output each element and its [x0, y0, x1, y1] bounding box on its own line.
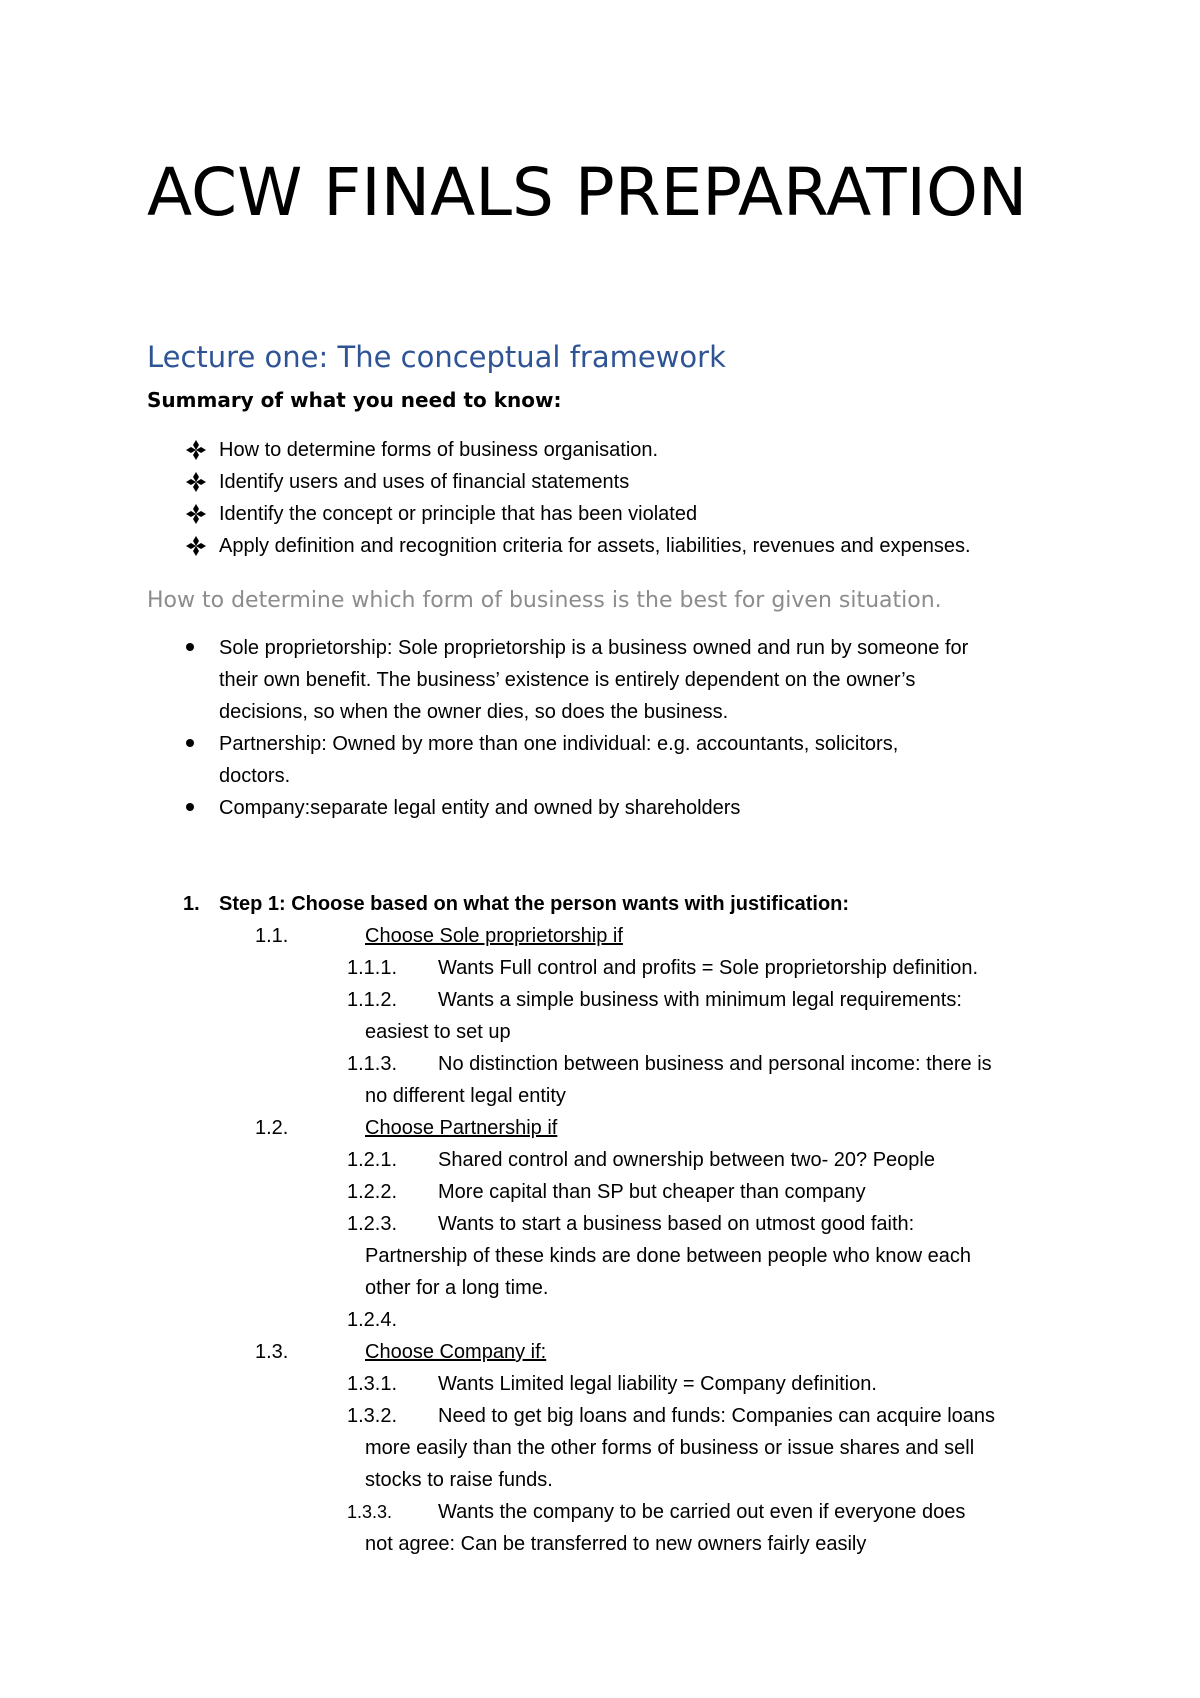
outline-item-line: Wants the company to be carried out even if everyone does	[438, 1501, 966, 1523]
bullet-dot-icon	[186, 739, 194, 747]
outline-number: 1.1.2.	[347, 989, 398, 1011]
diamond-bullet-icon	[185, 503, 207, 525]
outline-item-line: more easily than the other forms of business or issue shares and sell	[365, 1437, 975, 1459]
outline-item-line: Wants a simple business with minimum legal requirements:	[438, 989, 962, 1011]
outline-number: 1.3.	[255, 1341, 289, 1363]
outline-item-line: not agree: Can be transferred to new owners fairly easily	[365, 1533, 867, 1555]
summary-item: Identify users and uses of financial statements	[219, 471, 630, 493]
outline-number: 1.2.4.	[347, 1309, 398, 1331]
outline-number: 1.2.1.	[347, 1149, 398, 1171]
outline-item-line: Shared control and ownership between two- 20? People	[438, 1149, 935, 1171]
section-heading: Choose Partnership if	[365, 1117, 558, 1139]
summary-heading: Summary of what you need to know:	[147, 388, 562, 412]
forms-heading: How to determine which form of business is the best for given situation.	[147, 588, 942, 613]
outline-item-line: Need to get big loans and funds: Companies can acquire loans	[438, 1405, 996, 1427]
outline-number: 1.1.	[255, 925, 289, 947]
list-item-line: Partnership: Owned by more than one individual: e.g. accountants, solicitors,	[219, 733, 899, 755]
outline-number: 1.3.3.	[347, 1502, 393, 1522]
diamond-bullet-icon	[185, 439, 207, 461]
outline-item-line: Wants Full control and profits = Sole proprietorship definition.	[438, 957, 979, 979]
list-item-line: Company:separate legal entity and owned by shareholders	[219, 797, 741, 819]
section-heading: Choose Company if:	[365, 1341, 547, 1363]
document-title: ACW FINALS PREPARATION	[147, 154, 1028, 231]
summary-item: Apply definition and recognition criteria for assets, liabilities, revenues and expenses.	[219, 535, 971, 557]
summary-item: Identify the concept or principle that has been violated	[219, 503, 698, 525]
outline-item-line: More capital than SP but cheaper than company	[438, 1181, 866, 1203]
outline-item-line: other for a long time.	[365, 1277, 549, 1299]
diamond-bullet-icon	[185, 471, 207, 493]
outline-number: 1.3.1.	[347, 1373, 398, 1395]
outline-number: 1.	[183, 893, 200, 915]
diamond-bullet-icon	[185, 535, 207, 557]
outline-number: 1.1.3.	[347, 1053, 398, 1075]
list-item-line: Sole proprietorship: Sole proprietorship is a business owned and run by someone for	[219, 637, 969, 659]
section-heading: Choose Sole proprietorship if	[365, 925, 623, 947]
outline-item-line: Wants to start a business based on utmost good faith:	[438, 1213, 915, 1235]
outline-number: 1.3.2.	[347, 1405, 398, 1427]
list-item-line: decisions, so when the owner dies, so does the business.	[219, 701, 729, 723]
outline-item-line: no different legal entity	[365, 1085, 566, 1107]
outline-number: 1.2.2.	[347, 1181, 398, 1203]
outline-number: 1.1.1.	[347, 957, 398, 979]
outline-item-line: Wants Limited legal liability = Company definition.	[438, 1373, 877, 1395]
outline-number: 1.2.3.	[347, 1213, 398, 1235]
step-heading: Step 1: Choose based on what the person wants with justification:	[219, 893, 850, 915]
summary-item: How to determine forms of business organisation.	[219, 439, 659, 461]
outline-item-line: Partnership of these kinds are done between people who know each	[365, 1245, 971, 1267]
outline-item-line: No distinction between business and personal income: there is	[438, 1053, 992, 1075]
list-item-line: doctors.	[219, 765, 291, 787]
outline-item-line: easiest to set up	[365, 1021, 511, 1043]
list-item-line: their own benefit. The business’ existence is entirely dependent on the owner’s	[219, 669, 916, 691]
outline-item-line: stocks to raise funds.	[365, 1469, 553, 1491]
bullet-dot-icon	[186, 803, 194, 811]
outline-number: 1.2.	[255, 1117, 289, 1139]
lecture-heading: Lecture one: The conceptual framework	[147, 340, 726, 374]
bullet-dot-icon	[186, 643, 194, 651]
